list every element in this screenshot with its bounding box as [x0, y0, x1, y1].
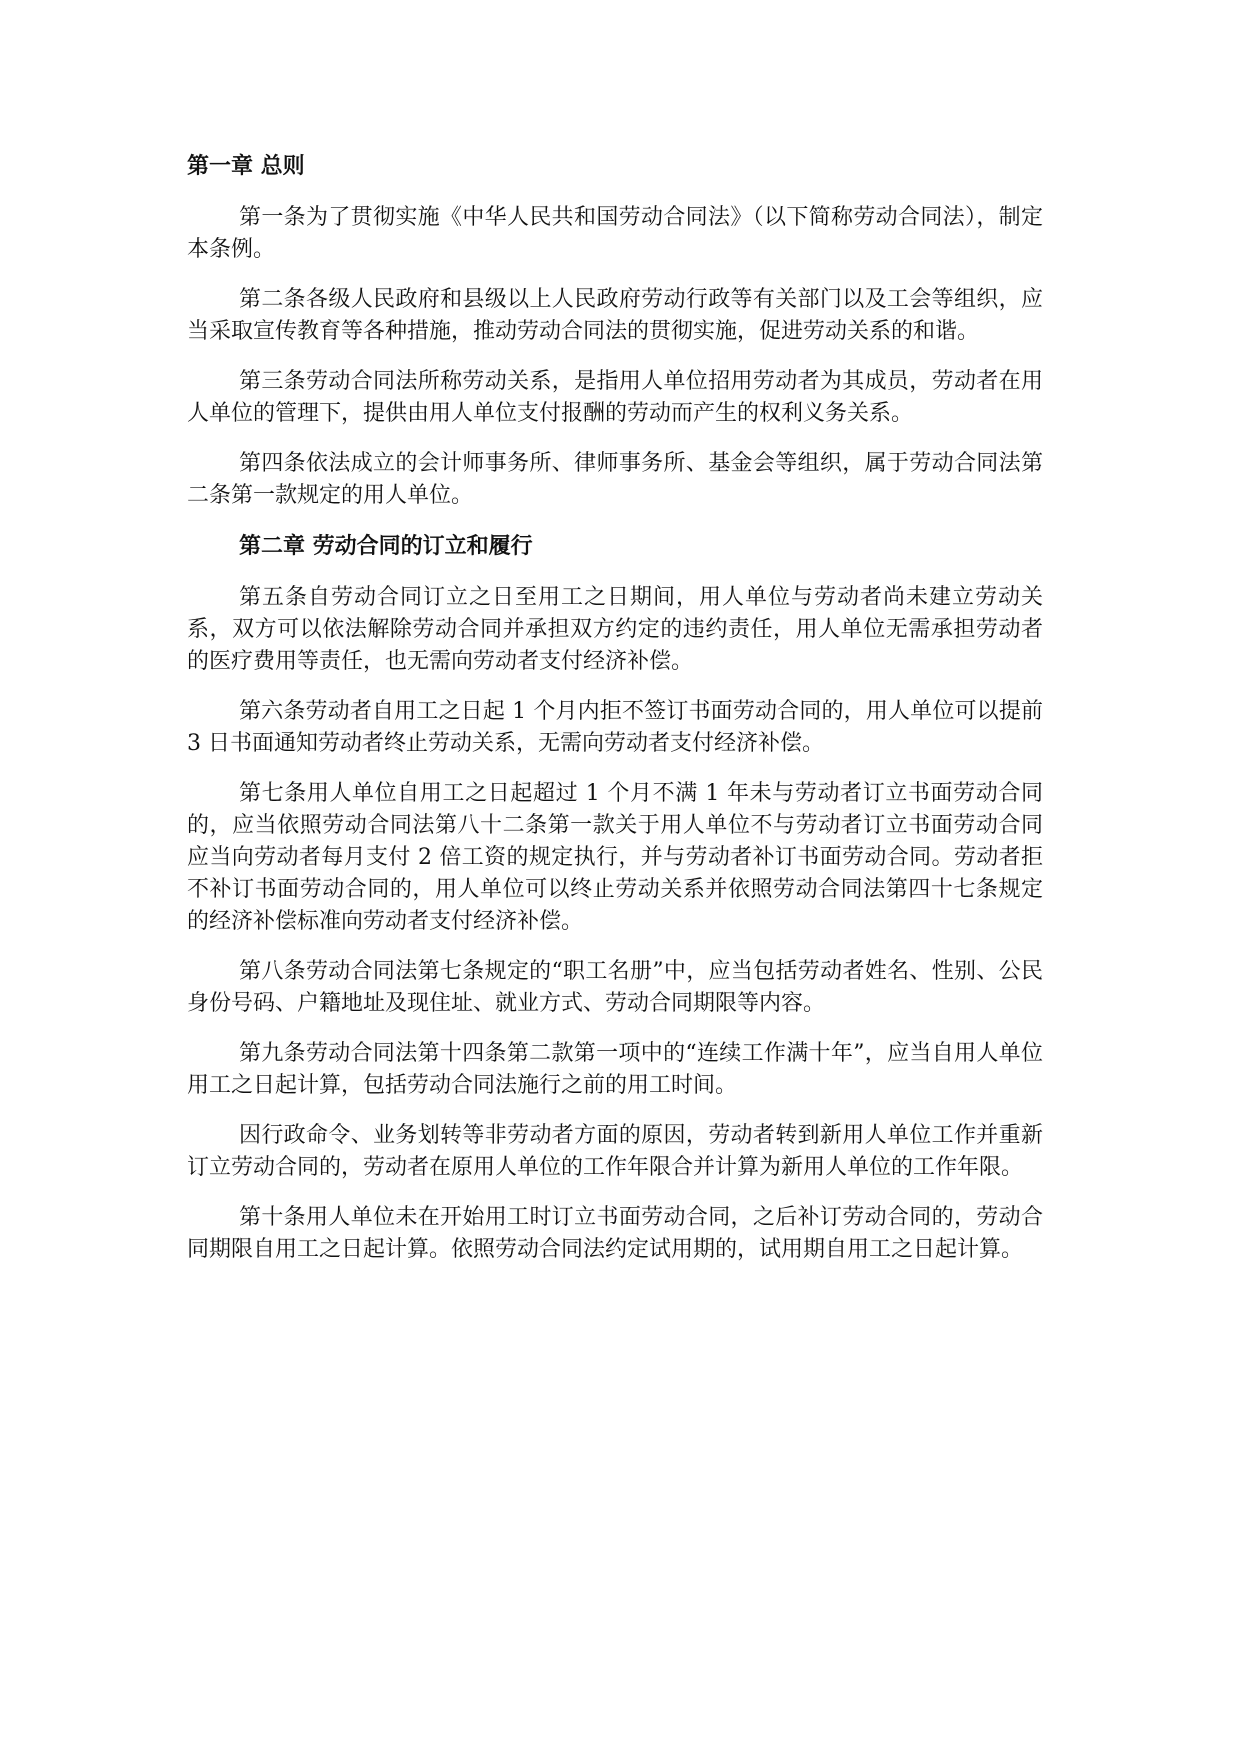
article-4: 第四条依法成立的会计师事务所、律师事务所、基金会等组织，属于劳动合同法第二条第一款规定的用人单位。 — [187, 451, 1043, 508]
article-8: 第八条劳动合同法第七条规定的“职工名册”中，应当包括劳动者姓名、性别、公民身份号码、户籍地址及现住址、就业方式、劳动合同期限等内容。 — [187, 959, 1043, 1016]
article-9: 第九条劳动合同法第十四条第二款第一项中的“连续工作满十年”，应当自用人单位用工之日起计算，包括劳动合同法施行之前的用工时间。 — [187, 1041, 1043, 1098]
chapter-2-title: 第二章 劳动合同的订立和履行 — [239, 533, 533, 559]
document-body — [187, 150, 1043, 1284]
article-5: 第五条自劳动合同订立之日至用工之日期间，用人单位与劳动者尚未建立劳动关系，双方可以依法解除劳动合同并承担双方约定的违约责任，用人单位无需承担劳动者的医疗费用等责任，也无需向劳动者支付经济补偿。 — [187, 585, 1043, 674]
article-6: 第六条劳动者自用工之日起 1 个月内拒不签订书面劳动合同的，用人单位可以提前 3 日书面通知劳动者终止劳动关系，无需向劳动者支付经济补偿。 — [187, 699, 1043, 756]
article-7: 第七条用人单位自用工之日起超过 1 个月不满 1 年未与劳动者订立书面劳动合同的，应当依照劳动合同法第八十二条第一款关于用人单位不与劳动者订立书面劳动合同应当向劳动者每月支付 2 倍工资的规定执行，并与劳动者补订书面劳动合同。劳动者拒不补订书面劳动合同的，用人单位可以终止劳动关系并依照劳动合同法第四十七条规定的经济补偿标准向劳动者支付经济补偿。 — [187, 781, 1043, 934]
article-1: 第一条为了贯彻实施《中华人民共和国劳动合同法》（以下简称劳动合同法），制定本条例。 — [187, 205, 1043, 262]
article-10: 第十条用人单位未在开始用工时订立书面劳动合同，之后补订劳动合同的，劳动合同期限自用工之日起计算。依照劳动合同法约定试用期的，试用期自用工之日起计算。 — [187, 1205, 1043, 1262]
article-3: 第三条劳动合同法所称劳动关系，是指用人单位招用劳动者为其成员，劳动者在用人单位的管理下，提供由用人单位支付报酬的劳动而产生的权利义务关系。 — [187, 369, 1043, 426]
chapter-1-title: 第一章 总则 — [187, 153, 305, 179]
article-9-paragraph-2: 因行政命令、业务划转等非劳动者方面的原因，劳动者转到新用人单位工作并重新订立劳动合同的，劳动者在原用人单位的工作年限合并计算为新用人单位的工作年限。 — [187, 1123, 1043, 1180]
article-2: 第二条各级人民政府和县级以上人民政府劳动行政等有关部门以及工会等组织，应当采取宣传教育等各种措施，推动劳动合同法的贯彻实施，促进劳动关系的和谐。 — [187, 287, 1043, 344]
